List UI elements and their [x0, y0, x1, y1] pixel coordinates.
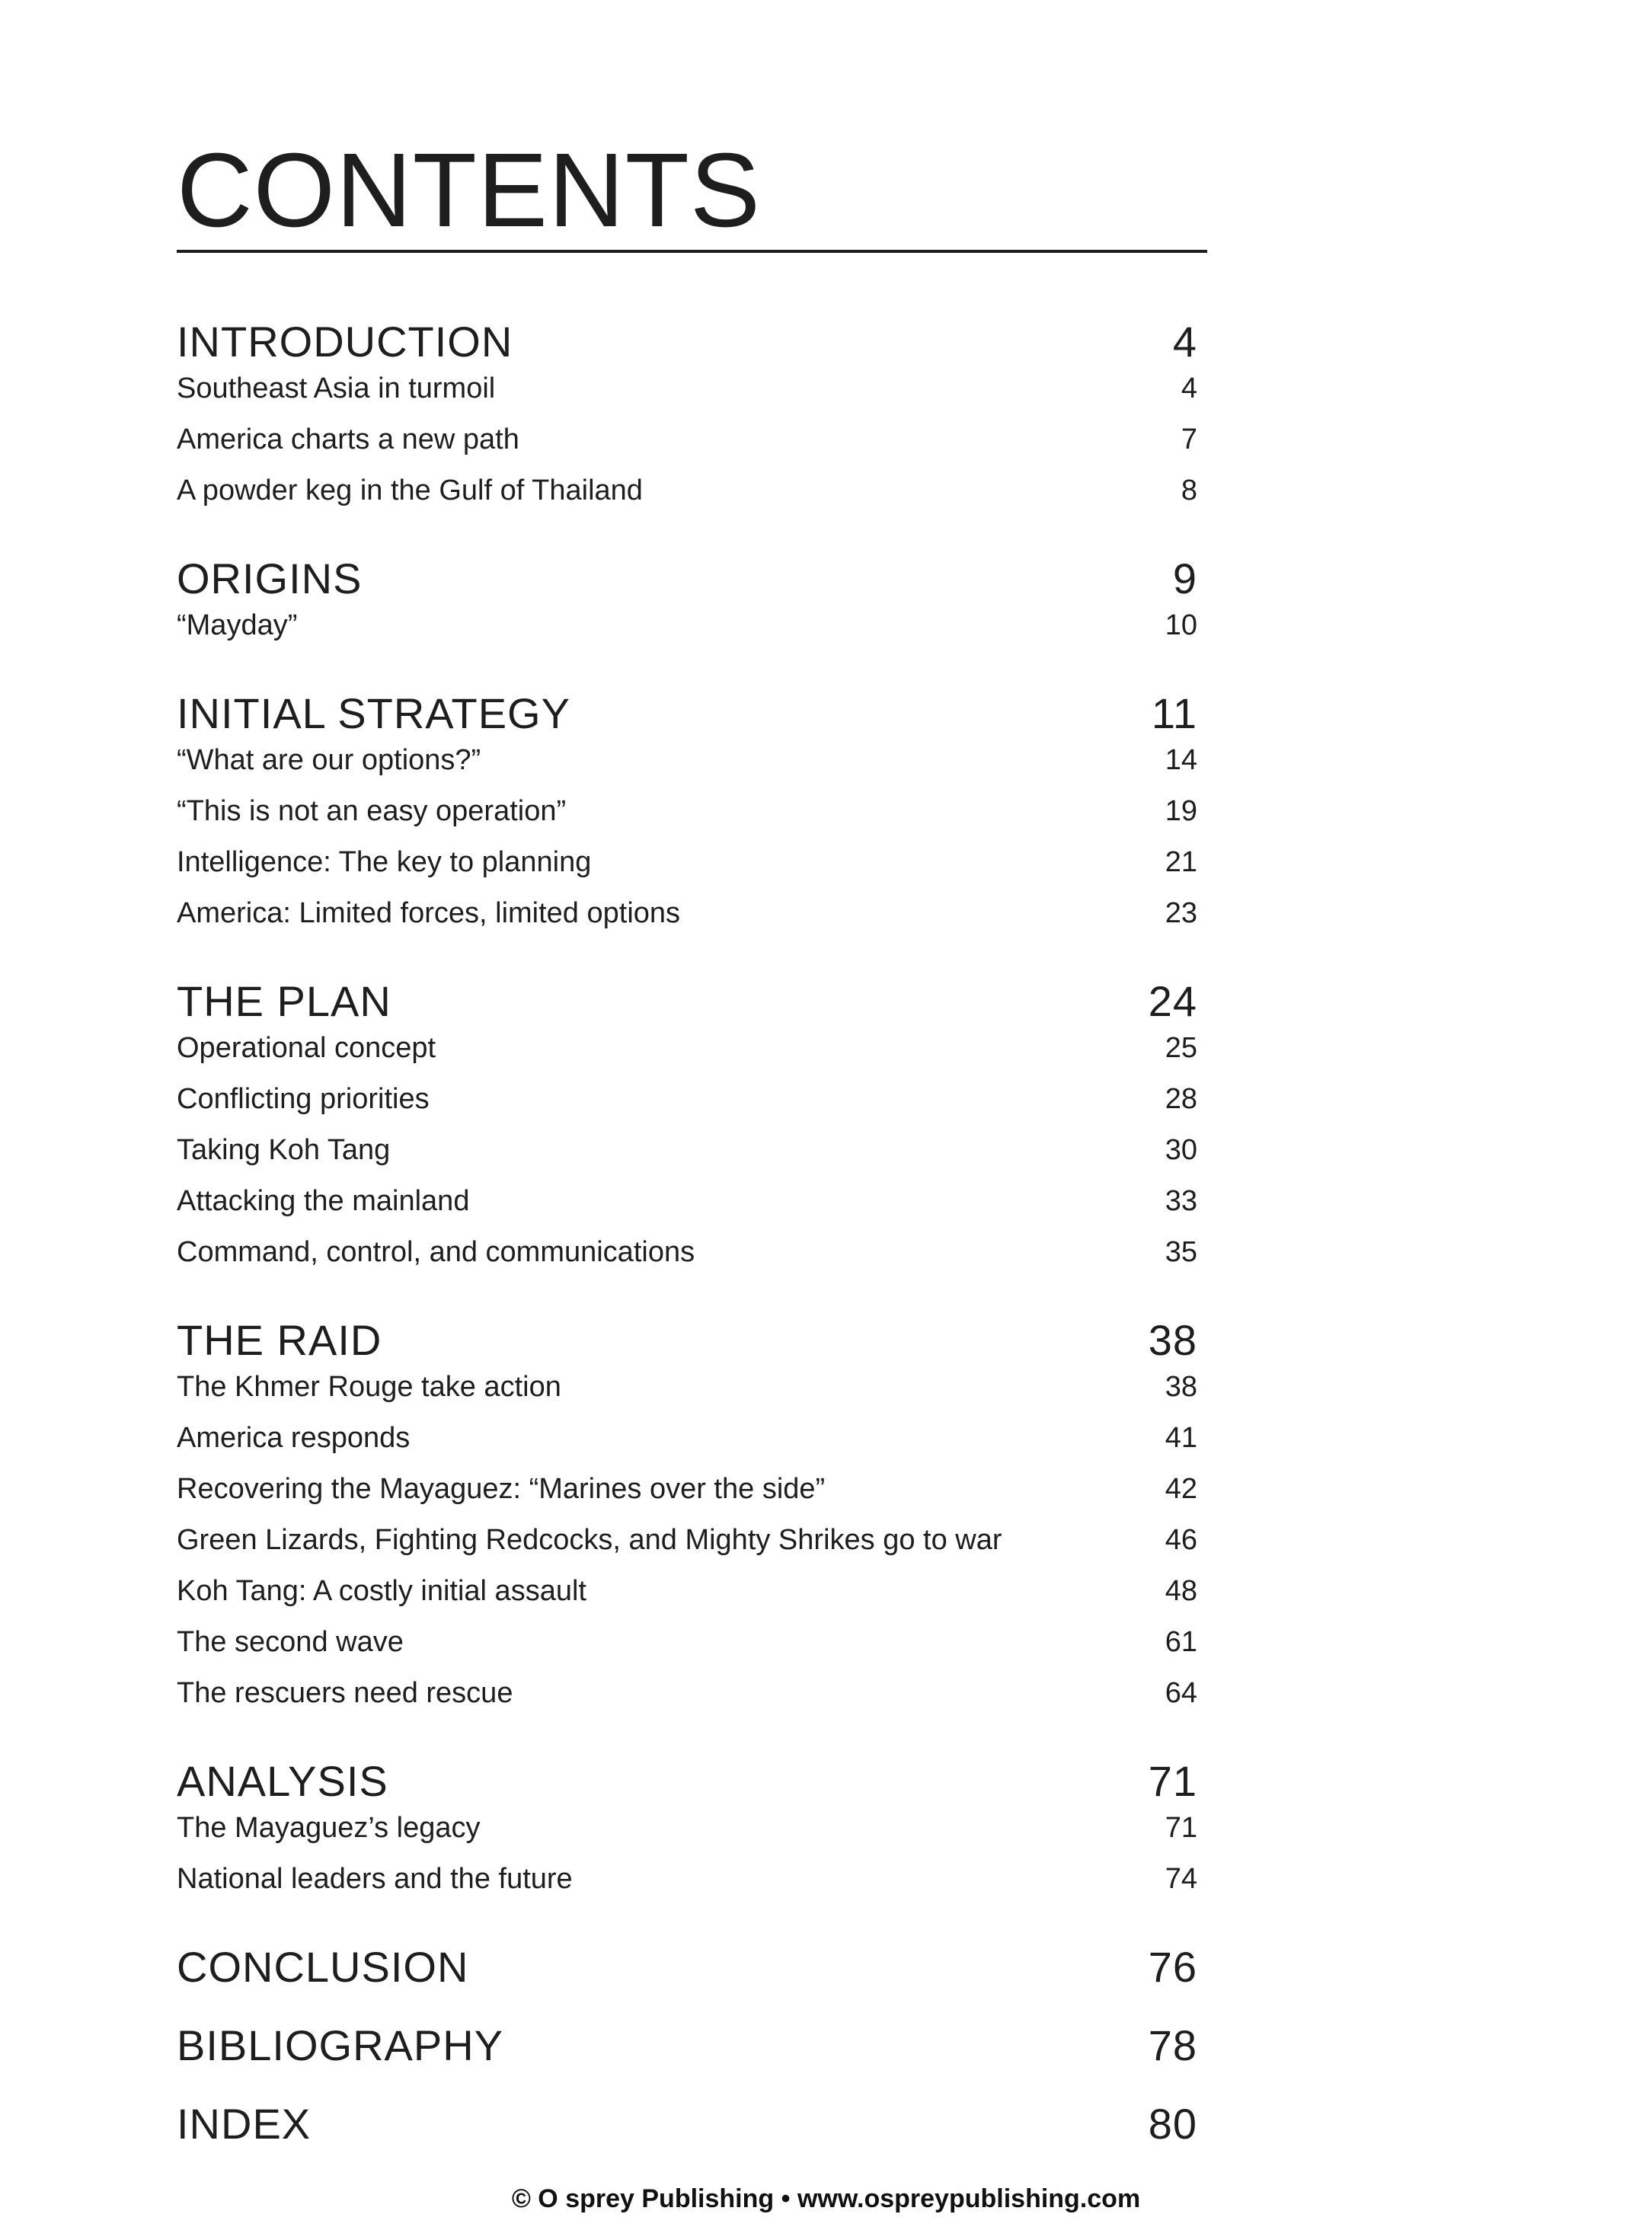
publisher-footer: © O sprey Publishing • www.ospreypublishing.com — [511, 2184, 1141, 2213]
toc-entry-label: Green Lizards, Fighting Redcocks, and Mighty Shrikes go to war — [177, 1523, 1002, 1556]
toc-entry-page: 14 — [1165, 743, 1197, 776]
toc-entry-page: 74 — [1165, 1862, 1197, 1895]
toc-section-title: ANALYSIS — [177, 1756, 388, 1805]
title-rule — [177, 250, 1207, 253]
toc-section-title: THE RAID — [177, 1315, 382, 1364]
toc-section-page: 80 — [1148, 2099, 1197, 2148]
toc-section-title: INDEX — [177, 2099, 312, 2148]
toc-section-page: 24 — [1148, 976, 1197, 1025]
toc-entry-page: 21 — [1165, 845, 1197, 878]
toc-section-title: INITIAL STRATEGY — [177, 688, 570, 737]
toc-entry-label: Taking Koh Tang — [177, 1133, 391, 1166]
toc-entry-label: A powder keg in the Gulf of Thailand — [177, 474, 643, 506]
toc-entry-label: Attacking the mainland — [177, 1184, 470, 1217]
toc-section-heading — [177, 548, 1197, 609]
toc-entry-page: 71 — [1165, 1811, 1197, 1844]
toc-entry — [177, 1025, 1197, 1071]
toc-section-page: 9 — [1172, 554, 1197, 602]
toc-entry — [177, 788, 1197, 834]
toc-section-page: 38 — [1148, 1315, 1197, 1364]
toc-section-heading — [177, 311, 1197, 372]
toc-section-page: 76 — [1148, 1942, 1197, 1991]
toc-entry — [177, 1805, 1197, 1851]
toc-section-heading — [177, 2014, 1197, 2075]
toc-entry-label: The second wave — [177, 1625, 404, 1658]
toc-entry-page: 7 — [1181, 423, 1197, 455]
toc-entry — [177, 1076, 1197, 1122]
toc-entry-label: Conflicting priorities — [177, 1082, 430, 1115]
toc-section-heading — [177, 1936, 1197, 1997]
toc-entry-label: Intelligence: The key to planning — [177, 845, 592, 878]
toc-entry-label: Command, control, and communications — [177, 1235, 695, 1268]
toc-section-page: 4 — [1172, 317, 1197, 366]
toc-entry — [177, 602, 1197, 648]
toc-entry — [177, 1178, 1197, 1224]
toc-section-page: 78 — [1148, 2021, 1197, 2069]
page-title: CONTENTS — [177, 132, 761, 249]
toc-entry-label: Recovering the Mayaguez: “Marines over the side” — [177, 1472, 826, 1505]
toc-entry-page: 46 — [1165, 1523, 1197, 1556]
toc-entry-page: 8 — [1181, 474, 1197, 506]
toc-section-page: 71 — [1148, 1756, 1197, 1805]
toc-entry — [177, 1127, 1197, 1173]
toc-entry-page: 10 — [1165, 609, 1197, 641]
toc-entry-label: “This is not an easy operation” — [177, 794, 567, 827]
toc-entry-label: “What are our options?” — [177, 743, 481, 776]
toc-entry-page: 48 — [1165, 1574, 1197, 1607]
toc-entry-page: 30 — [1165, 1133, 1197, 1166]
toc-section-title: ORIGINS — [177, 554, 363, 602]
toc-entry-page: 38 — [1165, 1370, 1197, 1403]
toc-section-heading — [177, 1750, 1197, 1811]
toc-entry-page: 33 — [1165, 1184, 1197, 1217]
toc-entry — [177, 1856, 1197, 1902]
toc-entry — [177, 1415, 1197, 1461]
toc-entry-page: 41 — [1165, 1421, 1197, 1454]
toc-entry-page: 35 — [1165, 1235, 1197, 1268]
toc-entry — [177, 1466, 1197, 1512]
toc-entry-label: The rescuers need rescue — [177, 1676, 513, 1709]
toc-section-title: BIBLIOGRAPHY — [177, 2021, 504, 2069]
toc-entry-label: Koh Tang: A costly initial assault — [177, 1574, 586, 1607]
toc-entry — [177, 737, 1197, 783]
toc-entry-page: 42 — [1165, 1472, 1197, 1505]
toc-entry-page: 64 — [1165, 1676, 1197, 1709]
toc-entry-label: The Khmer Rouge take action — [177, 1370, 561, 1403]
toc-entry — [177, 890, 1197, 936]
toc-entry-label: Southeast Asia in turmoil — [177, 372, 496, 404]
toc-entry-label: America: Limited forces, limited options — [177, 896, 681, 929]
toc-entry-page: 23 — [1165, 896, 1197, 929]
toc-entry-label: Operational concept — [177, 1031, 436, 1064]
toc-entry — [177, 1364, 1197, 1410]
toc-section-title: THE PLAN — [177, 976, 391, 1025]
toc-entry-label: America charts a new path — [177, 423, 519, 455]
toc-section-heading — [177, 2093, 1197, 2154]
toc-entry-page: 61 — [1165, 1625, 1197, 1658]
toc-entry-page: 25 — [1165, 1031, 1197, 1064]
toc-entry-label: America responds — [177, 1421, 411, 1454]
toc-entry-page: 28 — [1165, 1082, 1197, 1115]
toc-entry-label: The Mayaguez’s legacy — [177, 1811, 481, 1844]
toc-entry — [177, 1619, 1197, 1665]
toc-entry — [177, 366, 1197, 411]
toc-section-heading — [177, 970, 1197, 1031]
toc-section-heading — [177, 1309, 1197, 1370]
toc-entry-page: 4 — [1181, 372, 1197, 404]
toc-entry — [177, 1670, 1197, 1716]
toc-section-title: CONCLUSION — [177, 1942, 469, 1991]
toc-section-title: INTRODUCTION — [177, 317, 513, 366]
toc-entry — [177, 1229, 1197, 1275]
toc-section-page: 11 — [1151, 688, 1197, 737]
toc-entry — [177, 1568, 1197, 1614]
toc-entry — [177, 417, 1197, 462]
toc-entry — [177, 839, 1197, 885]
toc-entry — [177, 1517, 1197, 1563]
toc-section-heading — [177, 682, 1197, 743]
toc-entry-page: 19 — [1165, 794, 1197, 827]
toc-entry-label: “Mayday” — [177, 609, 298, 641]
toc-entry — [177, 468, 1197, 513]
toc-entry-label: National leaders and the future — [177, 1862, 573, 1895]
